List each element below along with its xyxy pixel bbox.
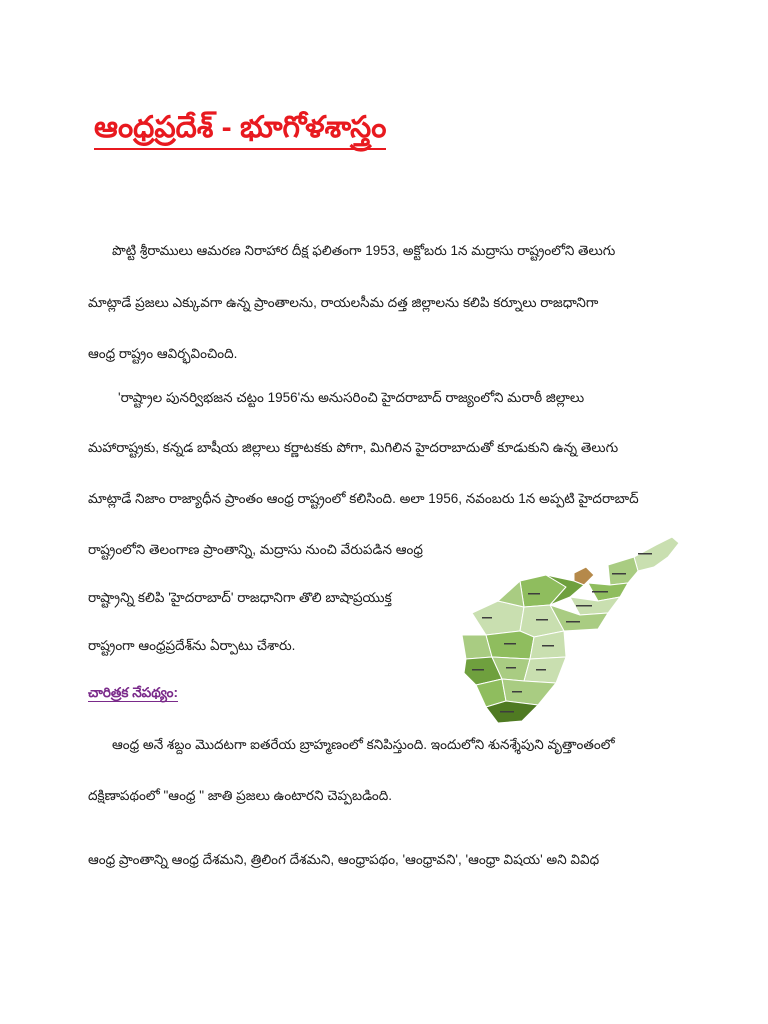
section-subheading: చారిత్రక నేపథ్యం: <box>88 685 178 702</box>
map-region <box>472 601 524 635</box>
map-label-marker <box>536 669 546 671</box>
paragraph-line: పొట్టి శ్రీరాములు ఆమరణ నిరాహార దీక్ష ఫలితంగా 1953, అక్టోబరు 1న మద్రాసు రాష్ట్రంలోని తెలుగు <box>112 243 616 258</box>
paragraph-line: ఆంధ్ర ప్రాంతాన్ని ఆంధ్ర దేశమని, త్రిలింగ దేశమని, ఆంధ్రాపథం, 'ఆంధ్రావని', 'ఆంధ్రా విషయ' అని వివిధ <box>88 852 600 867</box>
map-label-marker <box>504 643 516 645</box>
map-label-marker <box>482 617 492 619</box>
map-label-marker <box>506 667 516 669</box>
map-label-marker <box>472 669 484 671</box>
paragraph-line: రాష్ట్రంలోని తెలంగాణ ప్రాంతాన్ని, మద్రాసు నుంచి వేరుపడిన ఆంధ్ర <box>88 542 423 557</box>
map-label-marker <box>536 619 548 621</box>
map-label-marker <box>576 605 592 607</box>
map-label-marker <box>512 691 522 693</box>
document-title: ఆంధ్రప్రదేశ్ - భూగోళశాస్త్రం <box>94 110 386 150</box>
paragraph-line: దక్షిణాపథంలో "ఆంధ్ర " జాతి ప్రజలు ఉంటారని చెప్పబడింది. <box>88 788 393 803</box>
map-region <box>608 557 638 585</box>
paragraph-line: రాష్ట్రంగా ఆంధ్రప్రదేశ్‌ను ఏర్పాటు చేశారు. <box>88 638 296 653</box>
andhra-pradesh-map <box>458 535 680 725</box>
paragraph-line: రాష్ట్రాన్ని కలిపి 'హైదరాబాద్' రాజధానిగా తొలి బాషాప్రయుక్త <box>88 590 392 605</box>
map-label-marker <box>612 573 626 575</box>
map-label-marker <box>500 711 514 713</box>
paragraph-line: మహారాష్ట్రకు, కన్నడ బాషీయ జిల్లాలు కర్ణాటకకు పోగా, మిగిలిన హైదరాబాదుతో కూడుకుని ఉన్న తెలుగు <box>88 440 619 455</box>
paragraph-line: మాట్లాడే నిజాం రాజ్యాధీన ప్రాంతం ఆంధ్ర రాష్ట్రంలో కలిసింది. అలా 1956, నవంబరు 1న అప్పటి హైదరాబాద్ <box>88 491 639 506</box>
map-label-marker <box>592 591 608 593</box>
map-label-marker <box>542 645 554 647</box>
paragraph-line: ఆంధ్ర అనే శబ్దం మొదటగా ఐతరేయ బ్రాహ్మణంలో కనిపిస్తుంది. ఇందులోని శునశ్శేపుని వృత్తాంతంలో <box>112 737 615 752</box>
map-label-marker <box>638 553 652 555</box>
map-label-marker <box>566 621 580 623</box>
paragraph-line: మాట్లాడే ప్రజలు ఎక్కువగా ఉన్న ప్రాంతాలను, రాయలసీమ దత్త జిల్లాలను కలిపి కర్నూలు రాజధానిగా <box>88 295 599 310</box>
map-region <box>486 631 534 659</box>
paragraph-line: ఆంధ్ర రాష్ట్రం ఆవిర్భవించింది. <box>88 346 238 361</box>
paragraph-line: 'రాష్ట్రాల పునర్విభజన చట్టం 1956'ను అనుసరించి హైదరాబాద్ రాజ్యంలోని మరాఠీ జిల్లాలు <box>118 390 585 405</box>
map-label-marker <box>528 593 540 595</box>
